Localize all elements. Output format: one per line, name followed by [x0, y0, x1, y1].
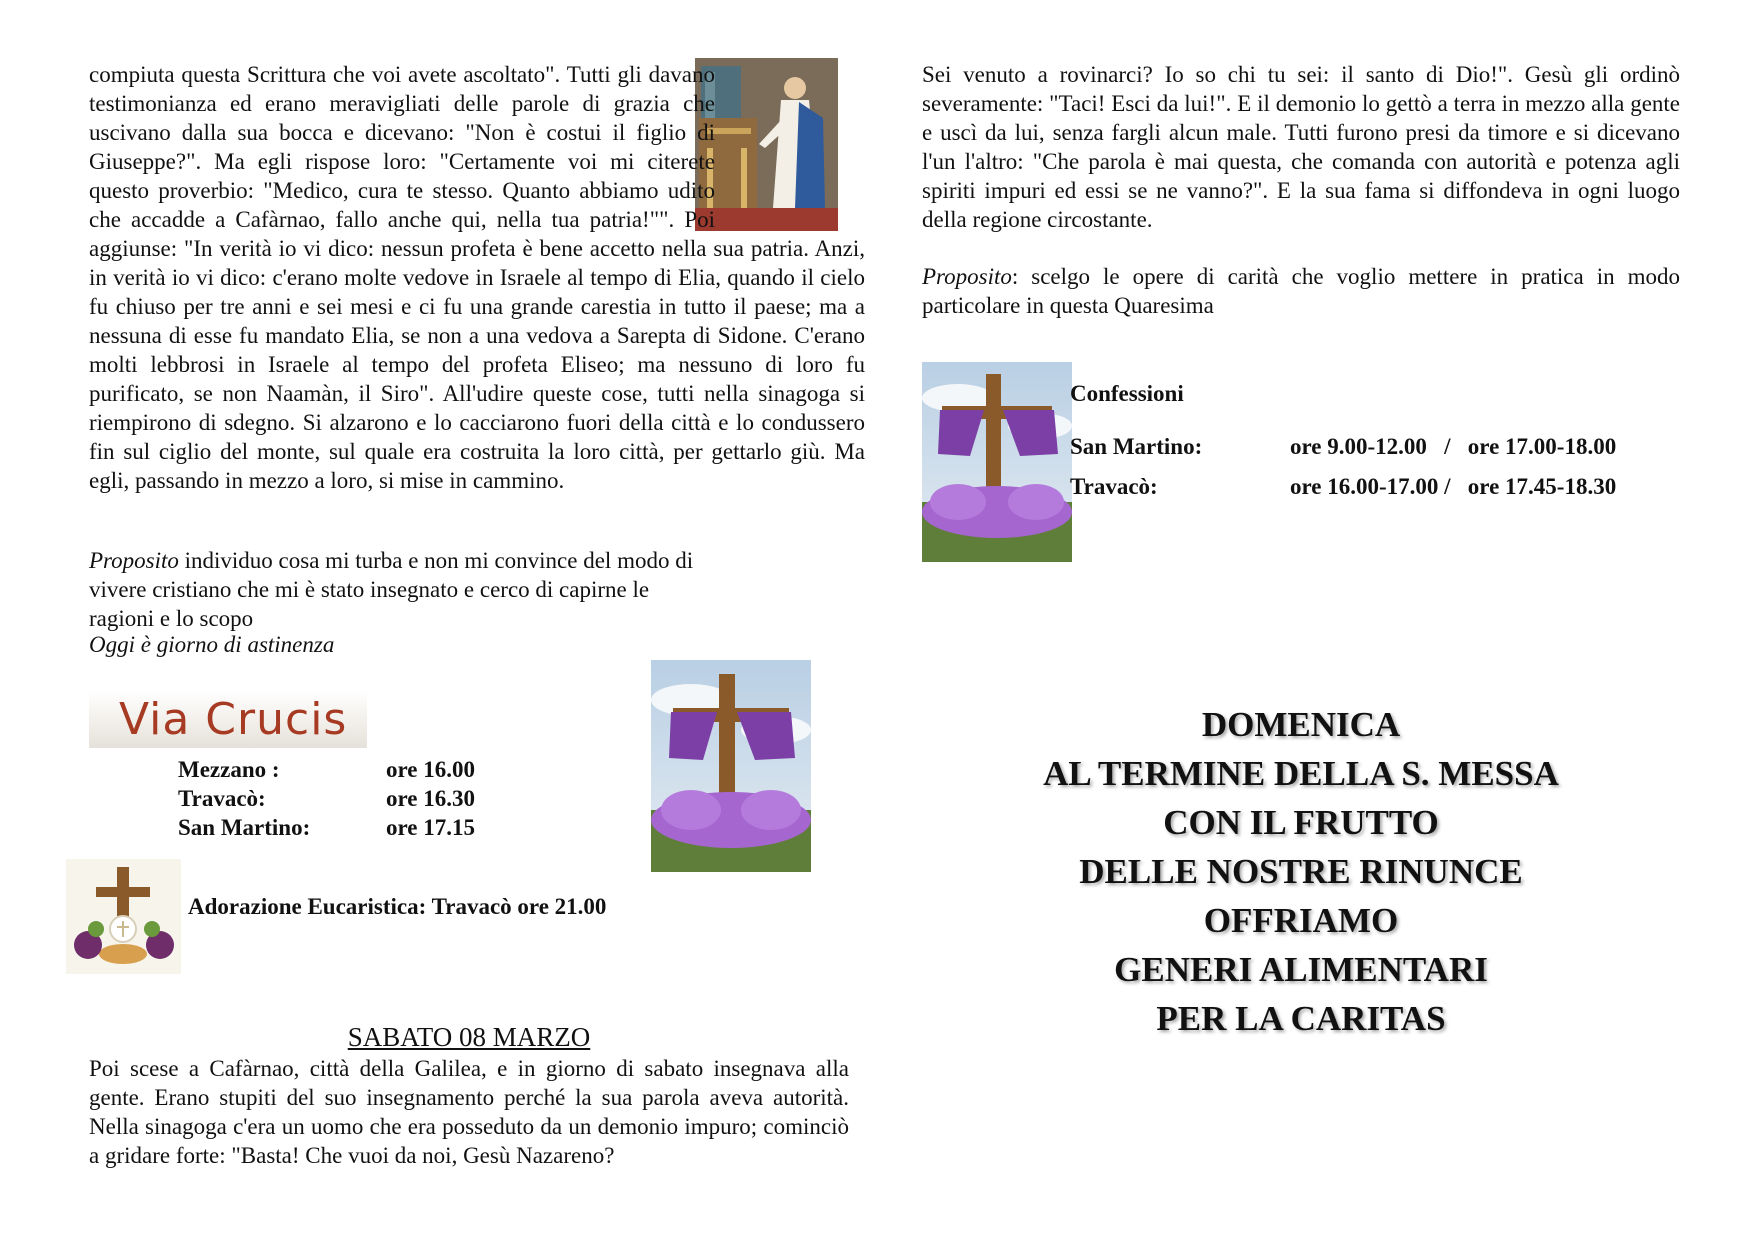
- confessioni-row: [1070, 472, 1690, 501]
- schedule-time: ore 16.30: [386, 786, 476, 811]
- schedule-place: San Martino:: [178, 815, 311, 840]
- caritas-announcement: [922, 700, 1680, 1043]
- confessioni-times: ore 16.00-17.00 / ore 17.45-18.30: [1290, 474, 1617, 499]
- announcement-line: PER LA CARITAS: [1156, 999, 1446, 1038]
- announcement-line: CON IL FRUTTO: [1163, 803, 1439, 842]
- schedule-place: Travacò:: [178, 786, 266, 811]
- schedule-row: [178, 755, 508, 784]
- proposito-right: [922, 262, 1680, 320]
- gospel-text: compiuta questa Scrittura che voi avete ascoltato". Tutti gli davano testimonianza ed erano meravigliati delle parole di grazia che uscivano dalla sua bocca e dicevano: "Non è costui il figlio di Giuseppe?". Ma egli rispose loro: "Certamente voi mi citerete questo proverbio: "Medico, cura te stesso. Quanto abbiamo udito che accadde a Cafàrnao, fallo anche qui, nella tua patria!"". Poi aggiunse: "In verità io vi dico: nessun profeta è bene accetto nella sua patria. Anzi, in verità io vi dico: c'erano molte vedove in Israele al tempo di Elia, quando il cielo fu chiuso per tre anni e sei mesi e ci fu una grande carestia in tutto il paese; ma a nessuna di esse fu mandato Elia, se non a una vedova a Sarepta di Sidone. C'erano molti lebbrosi in Israele al tempo del profeta Eliseo; ma nessuno di loro fu purificato, se non Naamàn, il Siro". All'udire queste cose, tutti nella sinagoga si riempirono di sdegno. Si alzarono e lo cacciarono fuori della città e lo condussero fin sul ciglio del monte, sul quale era costruita la loro città, per gettarlo giù. Ma egli, passando in mezzo a loro, si mise in cammino.: [89, 62, 865, 493]
- cross-lavender-image: [651, 660, 811, 872]
- announcement-line: DOMENICA: [1201, 705, 1401, 744]
- schedule-time: ore 17.15: [386, 815, 476, 840]
- schedule-place: Mezzano :: [178, 757, 280, 782]
- proposito-text: individuo cosa mi turba e non mi convince del modo di vivere cristiano che mi è stato insegnato e cerco di capirne le ragioni e lo scopo: [89, 548, 694, 631]
- adorazione-line: Adorazione Eucaristica: Travacò ore 21.00: [188, 894, 607, 919]
- gospel-text-right: Sei venuto a rovinarci? Io so chi tu sei: il santo di Dio!". Gesù gli ordinò severamente: "Taci! Esci da lui!". E il demonio lo gettò a terra in mezzo alla gente e uscì da lui, senza fargli alcun male. Tutti furono presi da timore e si dicevano l'un l'altro: "Che parola è mai questa, che comanda con autorità e potenza agli spiriti impuri ed essi se ne vanno?". E la sua fama si diffondeva in ogni luogo della regione circostante.: [922, 62, 1680, 232]
- proposito-text-right: : scelgo le opere di carità che voglio mettere in pratica in modo particolare in questa Quaresima: [922, 264, 1680, 318]
- eucharist-image: [66, 859, 181, 974]
- confessioni-row: [1070, 432, 1690, 472]
- schedule-time: ore 16.00: [386, 757, 476, 782]
- day-title: SABATO 08 MARZO: [347, 1022, 591, 1052]
- confessioni-times: ore 9.00-12.00 / ore 17.00-18.00: [1290, 434, 1617, 459]
- announcement-line: OFFRIAMO: [1203, 901, 1399, 940]
- confessioni-title: Confessioni: [1070, 381, 1184, 406]
- confessioni-schedule: [1070, 432, 1690, 501]
- gospel-passage-right: [922, 60, 1680, 234]
- confessioni-place: Travacò:: [1070, 474, 1158, 499]
- announcement-line: AL TERMINE DELLA S. MESSA: [1043, 754, 1559, 793]
- cross-lavender-image-small: [922, 362, 1072, 562]
- confessioni-place: San Martino:: [1070, 434, 1203, 459]
- via-crucis-schedule: [178, 755, 508, 842]
- via-crucis-logo: [89, 690, 367, 748]
- announcement-line: GENERI ALIMENTARI: [1114, 950, 1488, 989]
- astinenza-note: Oggi è giorno di astinenza: [89, 632, 335, 657]
- sabato-gospel-text: Poi scese a Cafàrnao, città della Galilea, e in giorno di sabato insegnava alla gente. Erano stupiti del suo insegnamento perché la sua parola aveva autorità. Nella sinagoga c'era un uomo che era posseduto da un demonio impuro; cominciò a gridare forte: "Basta! Che vuoi da noi, Gesù Nazareno?: [89, 1056, 849, 1168]
- proposito-label-right: Proposito: [922, 264, 1012, 289]
- via-crucis-logo-text: Via Crucis: [119, 694, 348, 745]
- schedule-row: [178, 813, 508, 842]
- announcement-line: DELLE NOSTRE RINUNCE: [1079, 852, 1523, 891]
- schedule-row: [178, 784, 508, 813]
- gospel-passage-left: [89, 60, 865, 495]
- proposito-label: Proposito: [89, 548, 179, 573]
